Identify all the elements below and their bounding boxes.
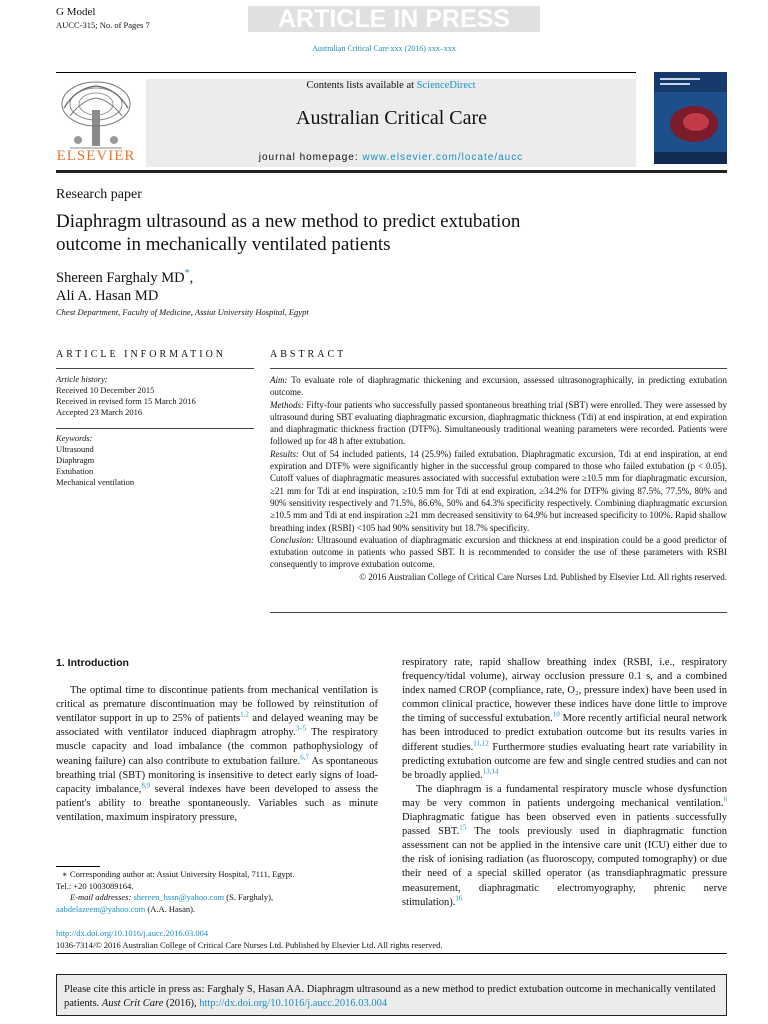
reference-link[interactable]: 3–5 — [295, 724, 307, 733]
intro-text: The optimal time to discontinue patients from mechanical ventilation is critical as premature discontinuation may be followed by reinstitution of ventilator support in up to 25% of patients — [56, 685, 378, 725]
email-label: E-mail addresses: — [70, 892, 132, 902]
reference-link[interactable]: 6 — [723, 795, 727, 804]
abstract-results — [270, 448, 727, 534]
page-count: No. of Pages 7 — [99, 20, 150, 30]
homepage-link[interactable]: www.elsevier.com/locate/aucc — [362, 152, 524, 163]
methods-text: Fifty-four patients who successfully passed spontaneous breathing trial (SBT) were enrolled. They were assessed by ultrasound during SBT evaluating diaphragmatic excursion, diaphragmatic thickness (Tdi) at end inspiration, at end expiration and diaphragmatic thickness fraction (DTF%). Simultaneously traditional weaning parameters were recorded. Patients were followed up for 48 h after extubation. — [270, 399, 727, 447]
citation-year: (2016), — [163, 997, 200, 1009]
article-information-heading: ARTICLE INFORMATION — [56, 349, 227, 360]
contents-prefix: Contents lists available at — [306, 80, 415, 91]
article-history — [56, 374, 196, 418]
footnote-rule — [56, 866, 100, 867]
reference-link[interactable]: 8,9 — [141, 781, 151, 790]
reference-link[interactable]: 16 — [455, 894, 463, 903]
abstract-copyright: © 2016 Australian College of Critical Care Nurses Ltd. Published by Elsevier Ltd. All rights reserved. — [359, 571, 727, 582]
article-code-id: AUCC-315; — [56, 20, 98, 30]
intro-text: Diaphragmatic fatigue has been observed even in patients successfully passed SBT. — [402, 812, 727, 838]
accepted-date: Accepted 23 March 2016 — [56, 407, 143, 417]
article-title-line-1: Diaphragm ultrasound as a new method to predict extubation — [56, 211, 521, 232]
citation-doi-link[interactable]: http://dx.doi.org/10.1016/j.aucc.2016.03.004 — [199, 997, 388, 1009]
aim-label: Aim: — [270, 375, 288, 385]
homepage-prefix: journal homepage: — [258, 152, 359, 163]
masthead-bottom-rule — [56, 170, 727, 173]
email-owner: (S. Farghaly), — [224, 892, 274, 902]
abstract-aim — [270, 374, 727, 399]
telephone-note: Tel.: +20 1003089164. — [56, 880, 134, 891]
journal-cover-icon — [654, 72, 727, 164]
intro-text: Furthermore studies evaluating heart rate variability in predicting extubation outcome are few and single centred studies and can not be broadly applied. — [402, 741, 727, 781]
citation-text — [64, 983, 720, 1010]
affiliation: Chest Department, Faculty of Medicine, Assiut University Hospital, Egypt — [56, 307, 309, 317]
g-model-label: G Model — [56, 6, 96, 18]
intro-paragraph-1-continued — [402, 656, 727, 783]
intro-text: The diaphragm is a fundamental respiratory muscle whose dysfunction may be very common in patients undergoing mechanical ventilation. — [402, 783, 727, 809]
email-note — [56, 892, 378, 904]
author-list — [56, 265, 193, 305]
article-type: Research paper — [56, 187, 142, 202]
keyword-item: Mechanical ventilation — [56, 477, 135, 487]
issn-copyright: 1036-7314/© 2016 Australian College of Critical Care Nurses Ltd. Published by Elsevier Ltd. All rights reserved. — [56, 939, 443, 950]
email-link[interactable]: shereen_hssn@yahoo.com — [133, 892, 225, 902]
intro-paragraph-2 — [402, 783, 727, 910]
intro-paragraph-1 — [56, 684, 378, 825]
elsevier-logo — [56, 78, 136, 166]
abstract-methods — [270, 399, 727, 448]
citation-journal: Aust Crit Care — [101, 997, 164, 1009]
article-code — [56, 20, 150, 30]
reference-link[interactable]: 6,7 — [300, 753, 309, 762]
doi-link[interactable]: http://dx.doi.org/10.1016/j.aucc.2016.03.004 — [56, 928, 209, 938]
email-note-2 — [56, 904, 378, 916]
doi-block — [56, 928, 443, 951]
conclusion-label: Conclusion: — [270, 534, 314, 545]
article-in-press-label: ARTICLE IN PRESS — [278, 5, 510, 33]
author-separator: , — [189, 269, 194, 286]
abstract-conclusion — [270, 534, 727, 571]
intro-text: The respiratory muscle capacity and load imbalance (the common pathophysiology of weaning failure) can also contribute to extubation failure. — [56, 727, 378, 767]
intro-text: respiratory rate, rapid shallow breathing index (RSBI, i.e., respiratory frequency/tidal volume), airway occlusion pressure 0.1 s, and a combined index named CROP (compliance, rate, O₂, pressure index) have been used in common clinical practice, however these indices have done little to improve the timing of successful extubation. — [402, 657, 727, 725]
reference-link[interactable]: 11,12 — [473, 739, 489, 748]
results-label: Results: — [270, 448, 299, 459]
masthead-top-rule — [56, 72, 636, 73]
author-1 — [56, 265, 193, 287]
footer-rule — [56, 953, 727, 954]
author-2: Ali A. Hasan MD — [56, 287, 159, 304]
sciencedirect-link[interactable]: ScienceDirect — [416, 80, 476, 91]
corresponding-author-note: ∗ Corresponding author at: Assiut University Hospital, 7111, Egypt. — [62, 869, 295, 879]
email-link[interactable]: aabdelazeem@yahoo.com — [56, 903, 146, 914]
article-title-line-2: outcome in mechanically ventilated patients — [56, 234, 391, 255]
aim-text: To evaluate role of diaphragmatic thickening and excursion, assessed ultrasonographically, in predicting extubation outcome. — [270, 375, 727, 398]
intro-text: several indexes have been developed to assess the patient's ability to breathe spontaneously. Variables such as minute ventilation, maximum inspiratory pressure, — [56, 783, 378, 823]
abstract-body — [270, 374, 727, 583]
footnotes — [56, 869, 378, 915]
keyword-item: Extubation — [56, 466, 94, 476]
reference-link[interactable]: 13,14 — [482, 767, 499, 776]
revised-date: Received in revised form 15 March 2016 — [56, 396, 196, 406]
corresponding-author-mark[interactable]: * — [184, 268, 190, 279]
contents-line — [146, 80, 636, 91]
abstract-top-rule — [270, 368, 727, 369]
journal-cover-image — [654, 72, 727, 164]
intro-text: As spontaneous breathing trial (SBT) monitoring is insensitive to detect early signs of load-capacity imbalance, — [56, 755, 378, 795]
keywords-label: Keywords: — [56, 433, 93, 443]
introduction-heading: 1. Introduction — [56, 657, 129, 669]
article-title — [56, 210, 616, 256]
citation-prefix: Please cite this article in press as: Farghaly S, Hasan AA. Diaphragm ultrasound as a new method to predict extubation outcome in mechanically ventilated patients. — [64, 984, 716, 1009]
body-column-right — [402, 656, 727, 910]
received-date: Received 10 December 2015 — [56, 385, 155, 395]
email-owner: (A.A. Hasan). — [145, 903, 196, 914]
keywords-rule — [56, 428, 254, 429]
abstract-heading: ABSTRACT — [270, 349, 347, 360]
results-text: Out of 54 included patients, 14 (25.9%) failed extubation. Diaphragmatic excursion, Tdi at end inspiration, at end expiration and DTF% were significantly higher in the successful group compared to those who failed extubation (p < 0.05). Cutoff values of diaphragmatic measures associated with successful extubation were ≥10.5 mm for diaphragmatic excursion, ≥21 mm for Tdi at end inspiration, ≥10.5 mm for Tdi at end expiration, ≥34.2% for DTF% giving 87.5%, 77.5%, 80% and 90% sensitivity respectively and 71.5%, 86.6%, 50% and 64.3% specificity respectively. Combining diaphragmatic excursion ≥10.5 mm and Tdi at end inspiration ≥21 mm decreased sensitivity to 64.9% but increased specificity to 100%. Rapid shallow breathing index (RSBI) <105 had 90% sensitivity but 18.7% specificity. — [270, 448, 727, 533]
reference-link[interactable]: 10 — [552, 710, 560, 719]
journal-homepage — [146, 152, 636, 163]
body-column-left — [56, 656, 378, 825]
intro-text: More recently artificial neural network has been introduced to predict extubation outcome but its results varies in different studies. — [402, 713, 727, 753]
elsevier-wordmark: ELSEVIER — [56, 148, 136, 164]
keywords — [56, 433, 134, 488]
keyword-item: Ultrasound — [56, 444, 94, 454]
reference-link[interactable]: 1,2 — [240, 710, 249, 719]
reference-link[interactable]: 15 — [459, 823, 467, 832]
intro-text: The tools previously used in diaphragmatic function assessment can not be applied in the intensive care unit (ICU) either due to the risk of ionising radiation (as fluoroscopy, computed tomography) or due their need of a special skilled operator (as transdiaphragmatic pressure measurement, diaphragmatic electromyography, phrenic nerve stimulation). — [402, 826, 727, 908]
keyword-item: Diaphragm — [56, 455, 95, 465]
author-1-name: Shereen Farghaly MD — [56, 269, 185, 286]
article-info-rule — [56, 368, 254, 369]
methods-label: Methods: — [270, 399, 304, 410]
journal-title: Australian Critical Care — [296, 107, 488, 129]
history-label: Article history: — [56, 374, 108, 384]
abstract-bottom-rule — [270, 612, 727, 613]
conclusion-text: Ultrasound evaluation of diaphragmatic excursion and thickness at end inspiration could be a good predictor of extubation outcome in patients who passed SBT. It is recommended to consider the use of these parameters with RSBI consequently to improve extubation outcome. — [270, 534, 727, 570]
journal-reference-link[interactable]: Australian Critical Care xxx (2016) xxx–xxx — [312, 44, 456, 53]
intro-text: and delayed weaning may be associated with ventilator induced diaphragm atrophy. — [56, 713, 378, 739]
